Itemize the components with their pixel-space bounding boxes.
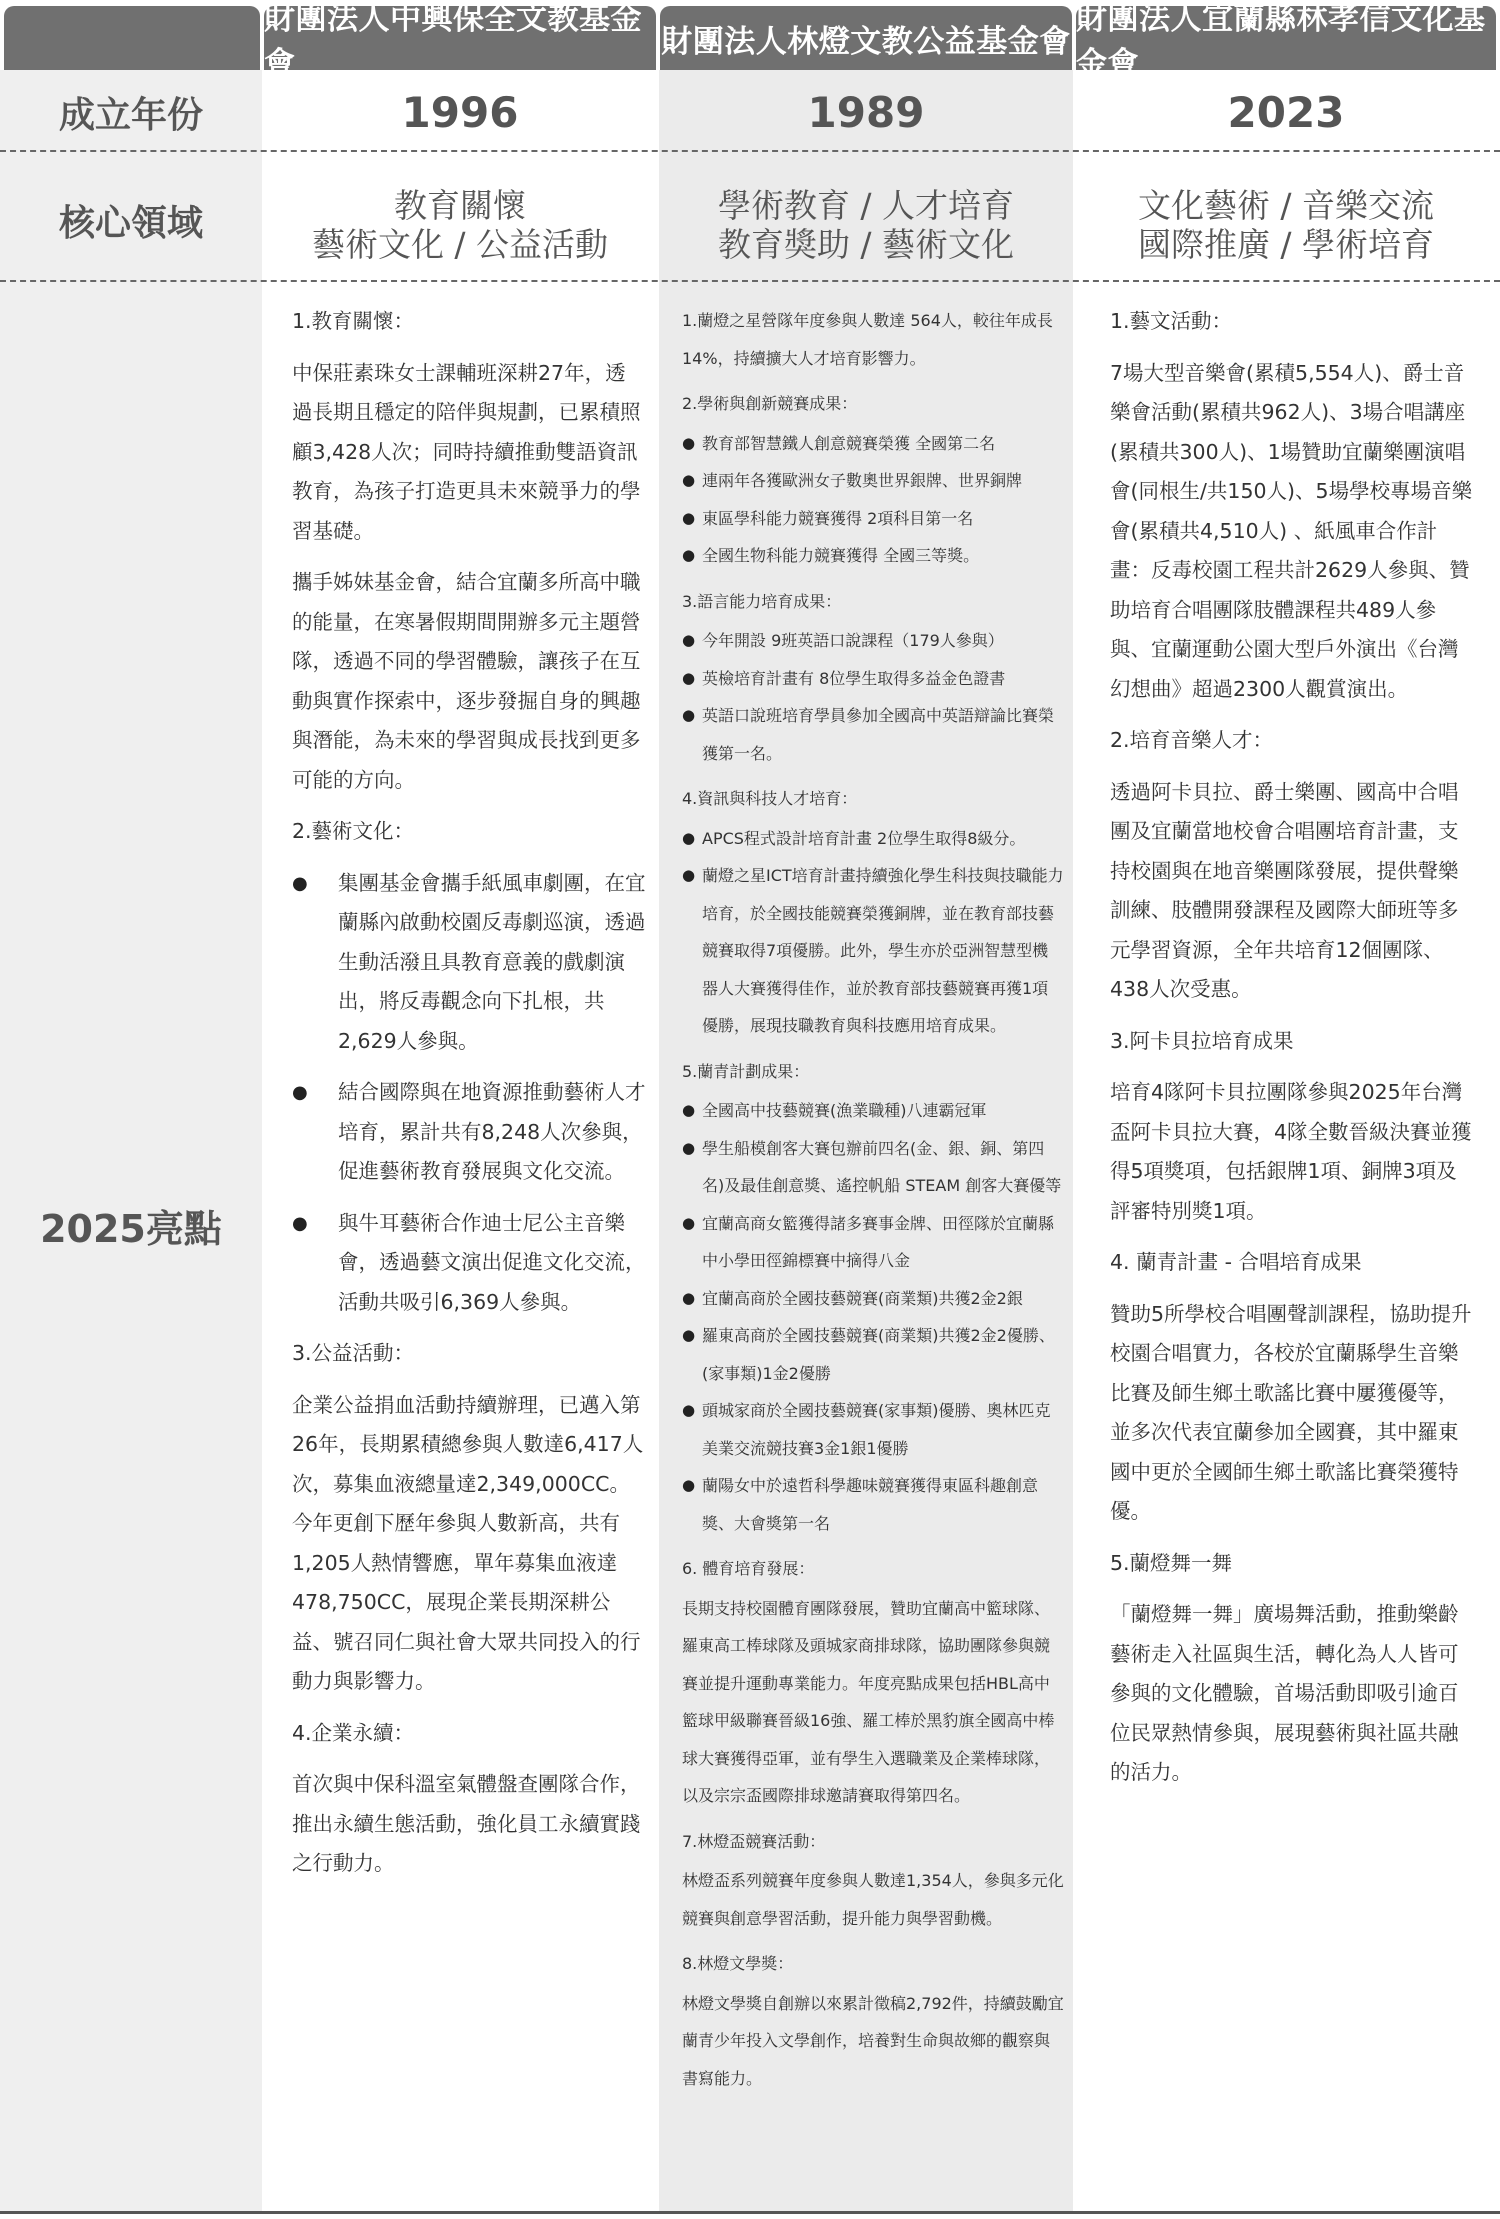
section-title: 5.蘭燈舞一舞 (1110, 1550, 1233, 1575)
paragraph: 透過阿卡貝拉、爵士樂團、國高中合唱團及宜蘭當地校會合唱團培育計畫，支持校園與在地音樂團隊發展，提供聲樂訓練、肢體開發課程及國際大師班等多元學習資源，全年共培育12個團隊、438人次受惠。 (1110, 779, 1459, 1001)
header-col2: 財團法人林燈文教公益基金會 (660, 6, 1072, 70)
bullet-paragraph: ● 與牛耳藝術合作迪士尼公主音樂會，透過藝文演出促進文化交流，活動共吸引6,369人參與。 (292, 1204, 646, 1323)
paragraph: 贊助5所學校合唱團聲訓課程，協助提升校園合唱實力，各校於宜蘭縣學生音樂比賽及師生鄉土歌謠比賽中屢獲優等，並多次代表宜蘭參加全國賽，其中羅東國中更於全國師生鄉土歌謠比賽榮獲特優。 (1110, 1301, 1472, 1523)
list-item: ● 英檢培育計畫有 8位學生取得多益金色證書 (682, 660, 1064, 698)
section-title: 3.語言能力培育成果： (682, 591, 842, 611)
paragraph: 企業公益捐血活動持續辦理，已邁入第26年，長期累積總參與人數達6,417人次，募集血液總量達2,349,000CC。今年更創下歷年參與人數新高，共有1,205人熱情響應，單年募集血液達478,750CC，展現企業長期深耕公益、號召同仁與社會大眾共同投入的行動力與影響力。 (292, 1392, 644, 1693)
header-col3: 財團法人宜蘭縣林孝信文化基金會 (1076, 6, 1496, 70)
section-title: 2.學術與創新競賽成果： (682, 394, 858, 413)
domain-line: 學術教育 / 人才培育 (717, 186, 1015, 225)
section-title: 2.藝術文化： (292, 819, 415, 843)
section-title: 6. 體育培育發展： (682, 1559, 815, 1578)
list-item: ● 英語口說班培育學員參加全國高中英語辯論比賽榮獲第一名。 (682, 697, 1064, 772)
paragraph: 1.蘭燈之星營隊年度參與人數達 564人，較往年成長 14%，持續擴大人才培育影響力。 (682, 311, 1053, 368)
paragraph: 「蘭燈舞一舞」廣場舞活動，推動樂齡藝術走入社區與生活，轉化為人人皆可參與的文化體驗，首場活動即吸引逾百位民眾熱情參與，展現藝術與社區共融的活力。 (1110, 1602, 1459, 1784)
founded-col1: 1996 (401, 87, 519, 137)
list-item: ● 蘭陽女中於遠哲科學趣味競賽獲得東區科趣創意獎、大會獎第一名 (682, 1467, 1064, 1542)
list-item: ● 羅東高商於全國技藝競賽(商業類)共獲2金2優勝、(家事類)1金2優勝 (682, 1317, 1064, 1392)
paragraph: 首次與中保科溫室氣體盤查團隊合作，推出永續生態活動，強化員工永續實踐之行動力。 (292, 1772, 641, 1875)
list-item: ● APCS程式設計培育計畫 2位學生取得8級分。 (682, 820, 1064, 858)
domain-line: 教育獎助 / 藝術文化 (717, 225, 1015, 264)
paragraph: 林燈文學獎自創辦以來累計徵稿2,792件，持續鼓勵宜蘭青少年投入文學創作，培養對生命與故鄉的觀察與書寫能力。 (682, 1993, 1064, 2088)
table-bottom-border (0, 2211, 1500, 2214)
bullet-paragraph: ● 結合國際與在地資源推動藝術人才培育，累計共有8,248人次參與，促進藝術教育發展與文化交流。 (292, 1073, 646, 1192)
founded-col3: 2023 (1227, 87, 1345, 137)
list-item: ● 宜蘭高商女籃獲得諸多賽事金牌、田徑隊於宜蘭縣中小學田徑錦標賽中摘得八金 (682, 1205, 1064, 1280)
header-col1: 財團法人中興保全文教基金會 (264, 6, 656, 70)
highlights-col3 (1110, 302, 1476, 1805)
row-label-domain: 核心領域 (58, 202, 203, 244)
bullet-paragraph: ● 集團基金會攜手紙風車劇團，在宜蘭縣內啟動校園反毒劇巡演，透過生動活潑且具教育意義的戲劇演出，將反毒觀念向下扎根，共2,629人參與。 (292, 864, 646, 1062)
paragraph: 長期支持校園體育團隊發展，贊助宜蘭高中籃球隊、羅東高工棒球隊及頭城家商排球隊，協助團隊參與競賽並提升運動專業能力。年度亮點成果包括HBL高中籃球甲級聯賽晉級16強、羅工棒於黑豹旗全國高中棒球大賽獲得亞軍，並有學生入選職業及企業棒球隊，以及宗宗盃國際排球邀請賽取得第四名。 (682, 1598, 1055, 1805)
domain-line: 教育關懷 (394, 186, 526, 225)
section-title: 5.蘭青計劃成果： (682, 1061, 810, 1081)
list-item: ● 頭城家商於全國技藝競賽(家事類)優勝、奧林匹克美業交流競技賽3金1銀1優勝 (682, 1392, 1064, 1467)
section-title: 7.林燈盃競賽活動： (682, 1831, 826, 1851)
domain-col3 (1076, 170, 1496, 280)
section-title: 1.教育關懷： (292, 309, 415, 333)
list-item: ● 東區學科能力競賽獲得 2項科目第一名 (682, 500, 1064, 538)
section-title: 1.藝文活動： (1110, 309, 1233, 333)
row-label-founded: 成立年份 (58, 94, 203, 136)
section-title: 2.培育音樂人才： (1110, 728, 1274, 752)
domain-line: 藝術文化 / 公益活動 (311, 225, 609, 264)
list-item: ● 全國生物科能力競賽獲得 全國三等獎。 (682, 537, 1064, 575)
row-divider (0, 150, 1500, 152)
section-title: 8.林燈文學獎： (682, 1954, 794, 1973)
domain-line: 文化藝術 / 音樂交流 (1137, 186, 1435, 225)
paragraph: 林燈盃系列競賽年度參與人數達1,354人，參與多元化競賽與創意學習活動，提升能力與學習動機。 (682, 1871, 1064, 1928)
highlights-col2 (682, 302, 1064, 2105)
bullet-list (682, 622, 1064, 772)
row-divider (0, 280, 1500, 282)
section-title: 4.企業永續： (292, 1720, 415, 1745)
paragraph: 培育4隊阿卡貝拉團隊參與2025年台灣盃阿卡貝拉大賽，4隊全數晉級決賽並獲得5項獎項，包括銀牌1項、銅牌3項及評審特別獎1項。 (1110, 1080, 1472, 1223)
domain-col1 (264, 170, 656, 280)
bullet-list (682, 820, 1064, 1045)
list-item: ● 全國高中技藝競賽(漁業職種)八連霸冠軍 (682, 1092, 1064, 1130)
list-item: ● 連兩年各獲歐洲女子數奧世界銀牌、世界銅牌 (682, 462, 1064, 500)
label-column-background (0, 70, 262, 2211)
section-title: 3.公益活動： (292, 1341, 415, 1365)
section-title: 4.資訊與科技人才培育： (682, 789, 858, 808)
header-blank-cell (4, 6, 260, 70)
paragraph: 中保莊素珠女士課輔班深耕27年，透過長期且穩定的陪伴與規劃，已累積照顧3,428人次；同時持續推動雙語資訊教育，為孩子打造更具未來競爭力的學習基礎。 (292, 360, 641, 543)
row-label-highlights: 2025亮點 (40, 1206, 222, 1251)
list-item: ● 今年開設 9班英語口說課程（179人參與） (682, 622, 1064, 660)
founded-col2: 1989 (807, 87, 925, 137)
list-item: ● 學生船模創客大賽包辦前四名(金、銀、銅、第四名)及最佳創意獎、遙控帆船 STEAM 創客大賽優等 (682, 1130, 1064, 1205)
highlights-col1 (292, 302, 646, 1896)
section-title: 4. 蘭青計畫 - 合唱培育成果 (1110, 1250, 1362, 1274)
list-item: ● 宜蘭高商於全國技藝競賽(商業類)共獲2金2銀 (682, 1280, 1064, 1318)
domain-col2 (660, 170, 1072, 280)
domain-line: 國際推廣 / 學術培育 (1137, 225, 1435, 264)
bullet-list (682, 1092, 1064, 1542)
paragraph: 攜手姊妹基金會，結合宜蘭多所高中職的能量，在寒暑假期間開辦多元主題營隊，透過不同的學習體驗，讓孩子在互動與實作探索中，逐步發掘自身的興趣與潛能，為未來的學習與成長找到更多可能的方向。 (292, 570, 641, 792)
list-item: ● 蘭燈之星ICT培育計畫持續強化學生科技與技職能力培育，於全國技能競賽榮獲銅牌，並在教育部技藝競賽取得7項優勝。此外，學生亦於亞洲智慧型機器人大賽獲得佳作，並於教育部技藝競賽再獲1項優勝，展現技職教育與科技應用培育成果。 (682, 857, 1064, 1045)
list-item: ● 教育部智慧鐵人創意競賽榮獲 全國第二名 (682, 425, 1064, 463)
bullet-list (682, 425, 1064, 575)
paragraph: 7場大型音樂會(累積5,554人)、爵士音樂會活動(累積共962人)、3場合唱講座(累積共300人)、1場贊助宜蘭樂團演唱會(同根生/共150人)、5場學校專場音樂會(累積共4,510人) 、紙風車合作計畫：反毒校園工程共計2629人參與、贊助培育合唱團隊肢體課程共489人參與、宜蘭運動公園大型戶外演出《台灣幻想曲》超過2300人觀賞演出。 (1110, 360, 1473, 701)
section-title: 3.阿卡貝拉培育成果 (1110, 1028, 1294, 1053)
